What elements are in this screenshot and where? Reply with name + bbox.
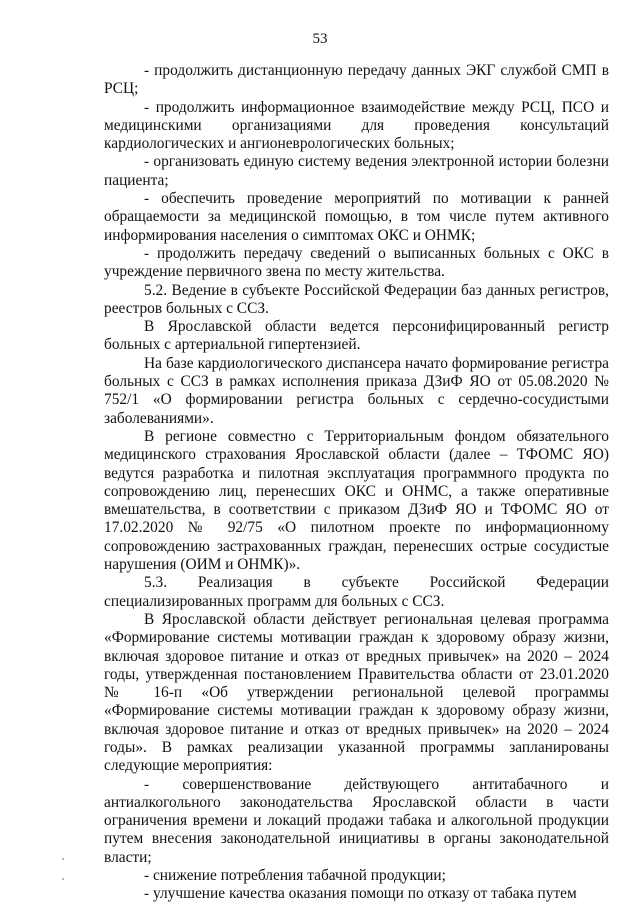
list-item-information-interaction: - продолжить информационное взаимодействие между РСЦ, ПСО и медицинскими организациями для проведения консультаций кардиологических и ангионеврологических больных;	[104, 98, 609, 153]
scan-artifact-dot	[62, 858, 64, 860]
list-item-quit-tobacco-help: - улучшение качества оказания помощи по отказу от табака путем	[144, 885, 577, 903]
paragraph-regional-program: В Ярославской области действует региональная целевая программа «Формирование системы мотивации граждан к здоровому образу жизни, включая здоровое питание и отказ от вредных привычек» на 2020 – 2024 годы, утвержденная постановлением Правительства области от 23.01.2020 № 16-п «Об утверждении региональной целевой программы «Формирование системы мотивации граждан к здоровому образу жизни, включая здоровое питание и отказ от вредных привычек» на 2020 – 2024 годы». В рамках реализации указанной программы запланированы следующие мероприятия:	[104, 610, 609, 775]
scan-artifact-dot	[62, 878, 64, 880]
paragraph-cardiology-register: На базе кардиологического диспансера начато формирование регистра больных с ССЗ в рамках исполнения приказа ДЗиФ ЯО от 05.08.2020 № 752/1 «О формировании регистра больных с сердечно-сосудистыми заболеваниями».	[104, 354, 609, 427]
page-number: 53	[312, 31, 328, 47]
paragraph-hypertension-register: В Ярославской области ведется персонифицированный регистр больных с артериальной гипертензией.	[104, 318, 609, 354]
document-body	[104, 62, 609, 904]
list-item-ecg-transfer: - продолжить дистанционную передачу данных ЭКГ службой СМП в РСЦ;	[104, 62, 609, 98]
paragraph-tfoms-pilot: В регионе совместно с Территориальным фондом обязательного медицинского страхования Ярославской области (далее – ТФОМС ЯО) ведутся разработка и пилотная эксплуатация программного продукта по сопровождению лиц, перенесших ОКС и ОНМС, а также оперативные вмешательства, в соответствии с приказом ДЗиФ ЯО и ТФОМС ЯО от 17.02.2020 № 92/75 «О пилотном проекте по информационному сопровождению застрахованных граждан, перенесших острые сосудистые нарушения (ОИМ и ОНМК)».	[104, 427, 609, 574]
section-heading-5-2: 5.2. Ведение в субъекте Российской Федерации баз данных регистров, реестров больных с ССЗ.	[104, 281, 609, 317]
list-item-tobacco-reduction: - снижение потребления табачной продукции;	[144, 867, 446, 885]
list-item-motivation-measures: - обеспечить проведение мероприятий по мотивации к ранней обращаемости за медицинской помощью, в том числе путем активного информирования населения о симптомах ОКС и ОНМК;	[104, 190, 609, 244]
list-item-electronic-history: - организовать единую систему ведения электронной истории болезни пациента;	[104, 153, 609, 189]
list-item-legislation: - совершенствование действующего антитабачного и антиалкогольного законодательства Ярославской области в части ограничения времени и локаций продажи табака и алкогольной продукции путем внесения законодательной инициативы в органы законодательной власти;	[104, 775, 609, 866]
section-heading-5-3: 5.3. Реализация в субъекте Российской Федерации специализированных программ для больных с ССЗ.	[104, 574, 609, 610]
list-item-discharged-patients: - продолжить передачу сведений о выписанных больных с ОКС в учреждение первичного звена по месту жительства.	[104, 244, 609, 281]
